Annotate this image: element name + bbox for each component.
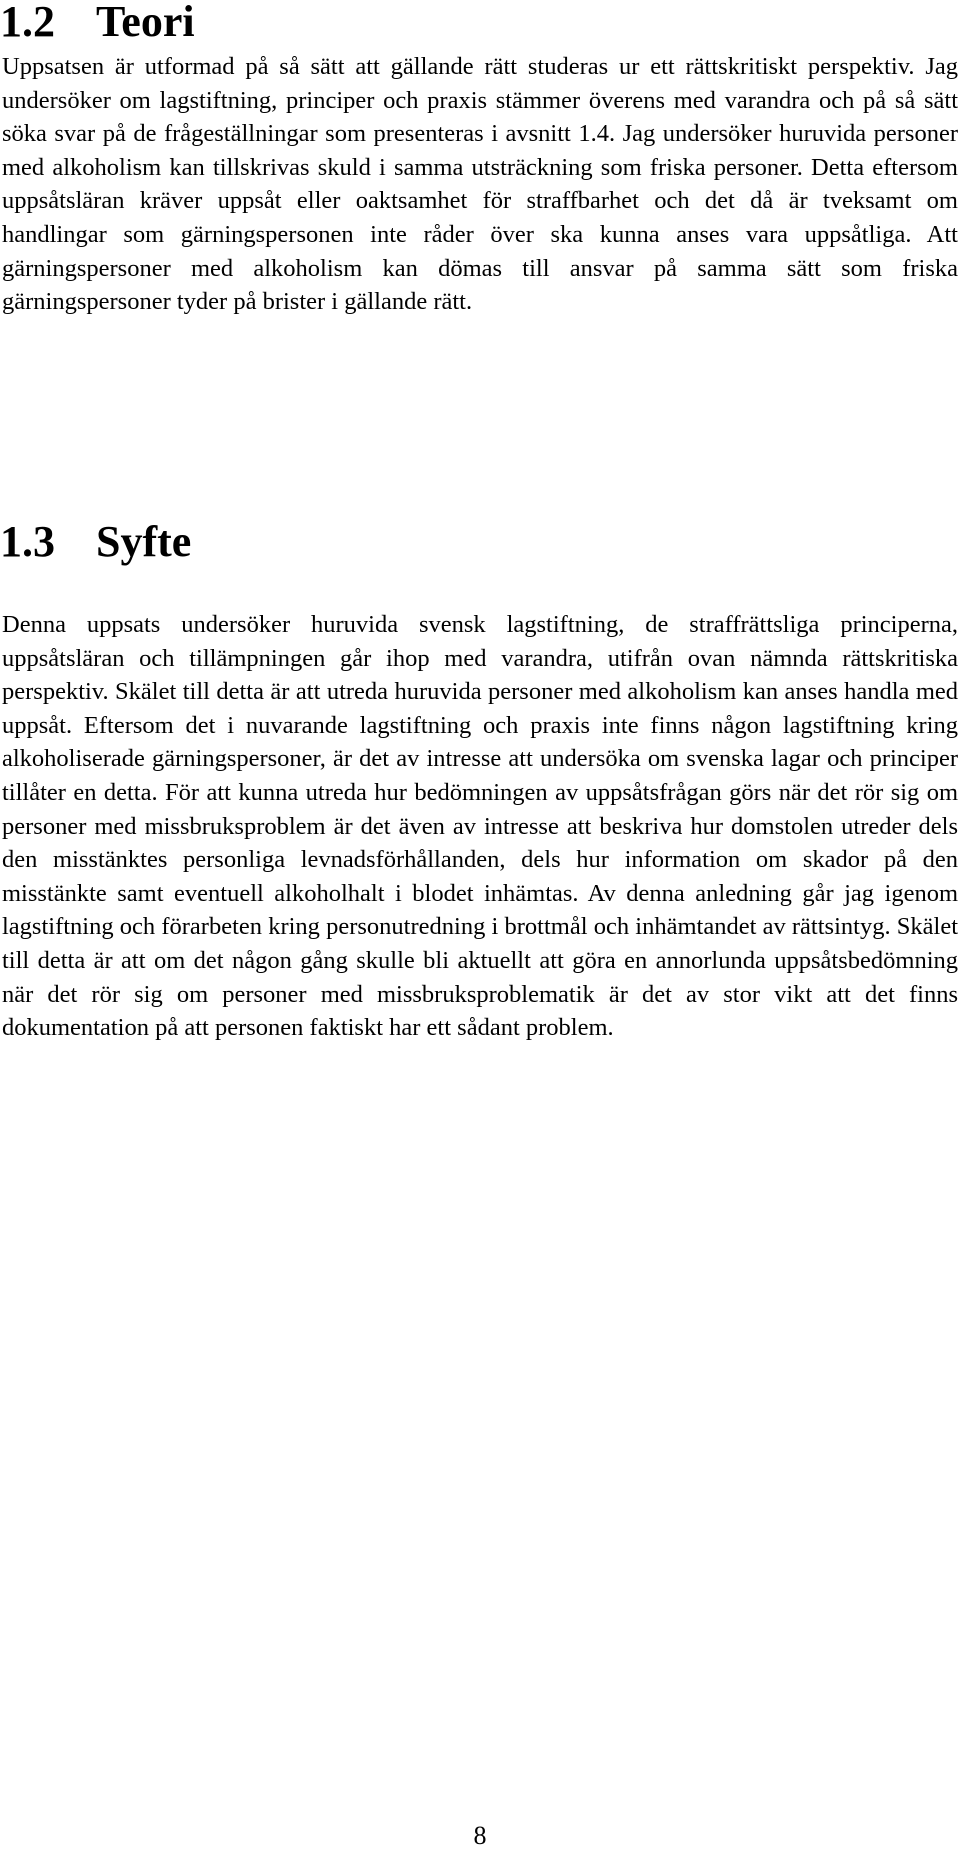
section-title: Syfte [96, 517, 192, 566]
section-heading-teori [0, 0, 195, 44]
section-paragraph-syfte: Denna uppsats undersöker huruvida svensk lagstiftning, de straffrättsliga principerna, uppsåtsläran och tillämpningen går ihop med varandra, utifrån ovan nämnda rättskritiska perspektiv. Skälet till detta är att utreda huruvida personer med alkoholism kan anses handla med uppsåt. Eftersom det i nuvarande lagstiftning och praxis inte finns någon lagstiftning kring alkoholiserade gärningspersoner, är det av intresse att undersöka om svenska lagar och principer tillåter en detta. För att kunna utreda hur bedömningen av uppsåtsfrågan görs när det rör sig om personer med missbruksproblem är det även av intresse att beskriva hur domstolen utreder dels den misstänktes personliga levnadsförhållanden, dels hur information om skador på den misstänkte samt eventuell alkoholhalt i blodet inhämtas. Av denna anledning går jag igenom lagstiftning och förarbeten kring personutredning i brottmål och inhämtandet av rättsintyg. Skälet till detta är att om det någon gång skulle bli aktuellt att göra en annorlunda uppsåtsbedömning när det rör sig om personer med missbruksproblematik är det av stor vikt att det finns dokumentation på att personen faktiskt har ett sådant problem. [2, 611, 958, 1042]
page-number: 8 [473, 1821, 487, 1850]
section-number: 1.2 [0, 0, 55, 46]
section-title: Teori [96, 0, 195, 46]
section-paragraph-teori: Uppsatsen är utformad på så sätt att gällande rätt studeras ur ett rättskritiskt perspektiv. Jag undersöker om lagstiftning, principer och praxis stämmer överens med varandra och på så sätt söka svar på de frågeställningar som presenteras i avsnitt 1.4. Jag undersöker huruvida personer med alkoholism kan tillskrivas skuld i samma utsträckning som friska personer. Detta eftersom uppsåtsläran kräver uppsåt eller oaktsamhet för straffbarhet och det då är tveksamt om handlingar som gärningspersonen inte råder över ska kunna anses vara uppsåtliga. Att gärningspersoner med alkoholism kan dömas till ansvar på samma sätt som friska gärningspersoner tyder på brister i gällande rätt. [2, 53, 958, 316]
section-number: 1.3 [0, 517, 55, 566]
section-heading-syfte [0, 517, 192, 566]
